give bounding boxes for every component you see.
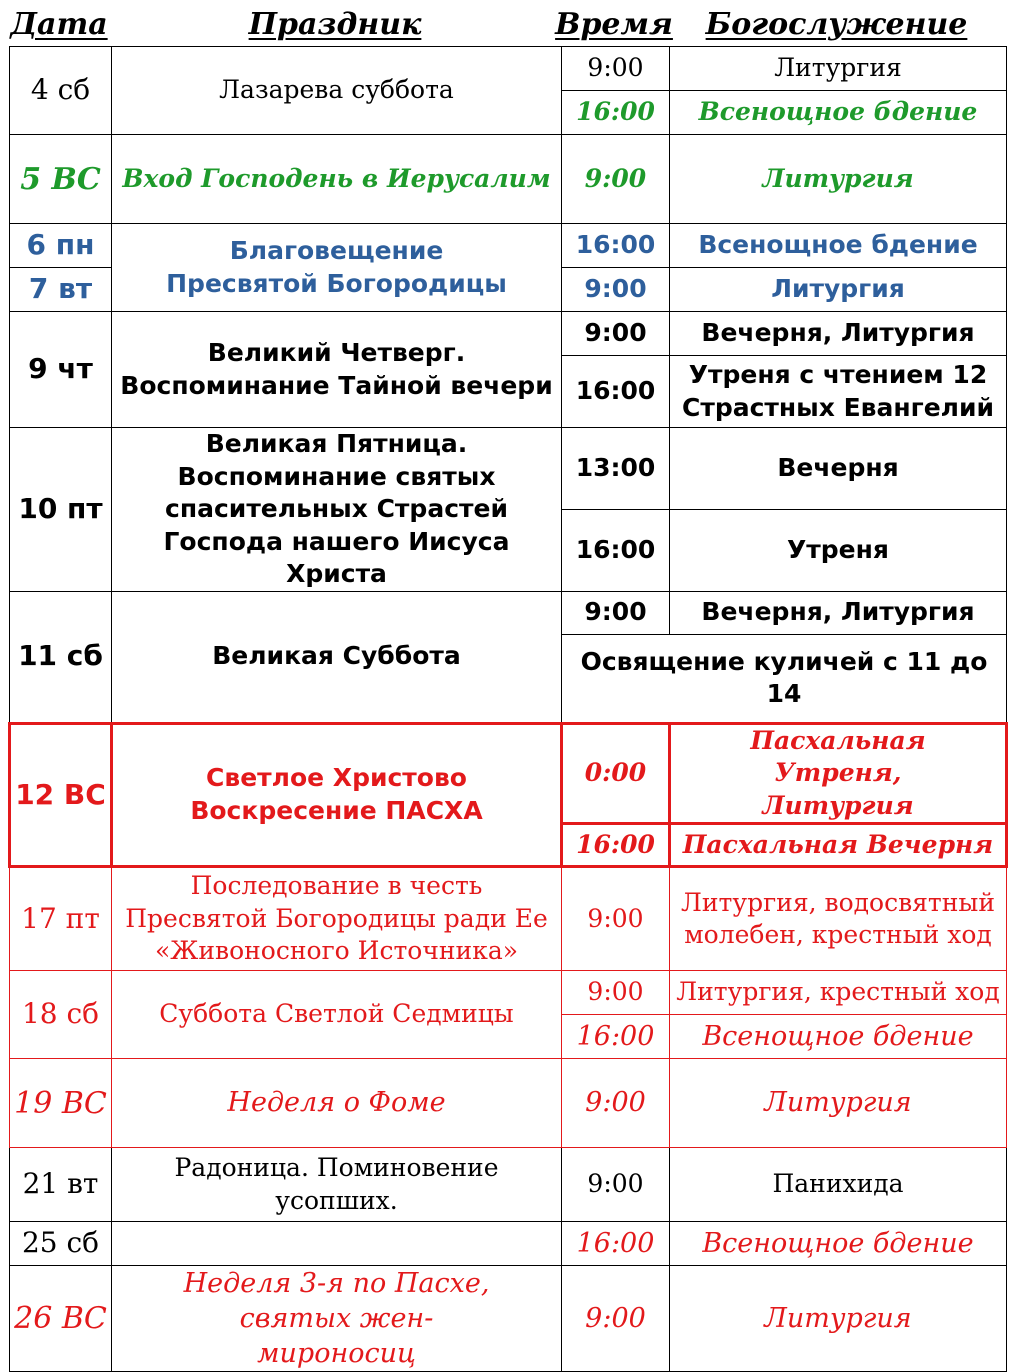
feast-cell: Благовещение Пресвятой Богородицы — [112, 224, 562, 312]
time-cell: 16:00 — [562, 510, 670, 591]
date-cell: 10 пт — [10, 428, 112, 592]
note-cell: Освящение куличей с 11 до 14 — [562, 634, 1007, 723]
date-cell: 25 сб — [10, 1222, 112, 1266]
table-row — [10, 867, 1007, 971]
table-row — [10, 47, 1007, 91]
table-row — [10, 312, 1007, 356]
feast-cell: Великая Суббота — [112, 591, 562, 723]
feast-cell: Неделя 3-я по Пасхе, святых жен-мироносиц — [112, 1266, 562, 1372]
time-cell: 9:00 — [562, 268, 670, 312]
header-date: Дата — [10, 6, 108, 42]
time-cell: 9:00 — [562, 867, 670, 971]
service-cell: Пасхальная Утреня, Литургия — [670, 723, 1007, 824]
service-cell: Утреня с чтением 12 Страстных Евангелий — [670, 356, 1007, 428]
time-cell: 13:00 — [562, 428, 670, 510]
table-row — [10, 224, 1007, 268]
table-row — [10, 723, 1007, 824]
feast-cell: Последование в честь Пресвятой Богородицы ради Ее «Живоносного Источника» — [112, 867, 562, 971]
feast-cell: Вход Господень в Иерусалим — [112, 135, 562, 224]
time-cell: 0:00 — [562, 723, 670, 824]
service-cell: Всенощное бдение — [670, 1222, 1007, 1266]
time-cell: 9:00 — [562, 47, 670, 91]
service-cell: Вечерня, Литургия — [670, 312, 1007, 356]
time-cell: 9:00 — [562, 1059, 670, 1148]
table-row — [10, 1059, 1007, 1148]
table-row — [10, 1266, 1007, 1372]
service-cell: Панихида — [670, 1148, 1007, 1222]
feast-cell: Суббота Светлой Седмицы — [112, 971, 562, 1059]
date-cell: 18 сб — [10, 971, 112, 1059]
feast-cell: Великий Четверг. Воспоминание Тайной вечери — [112, 312, 562, 428]
table-row — [10, 1222, 1007, 1266]
service-cell: Вечерня, Литургия — [670, 591, 1007, 634]
table-row — [10, 428, 1007, 510]
service-cell: Утреня — [670, 510, 1007, 591]
table-row — [10, 135, 1007, 224]
service-cell: Литургия — [670, 47, 1007, 91]
header-time: Время — [555, 6, 673, 42]
feast-cell: Лазарева суббота — [112, 47, 562, 135]
table-row — [10, 1148, 1007, 1222]
date-cell: 4 сб — [10, 47, 112, 135]
date-cell: 11 сб — [10, 591, 112, 723]
time-cell: 16:00 — [562, 1222, 670, 1266]
date-cell: 5 ВС — [10, 135, 112, 224]
time-cell: 9:00 — [562, 1148, 670, 1222]
date-cell: 19 ВС — [10, 1059, 112, 1148]
table-row — [10, 971, 1007, 1015]
service-cell: Литургия — [670, 268, 1007, 312]
time-cell: 16:00 — [562, 356, 670, 428]
service-cell: Всенощное бдение — [670, 224, 1007, 268]
feast-cell: Радоница. Поминовение усопших. — [112, 1148, 562, 1222]
time-cell: 16:00 — [562, 224, 670, 268]
service-cell: Всенощное бдение — [670, 1015, 1007, 1059]
date-cell: 9 чт — [10, 312, 112, 428]
date-cell: 21 вт — [10, 1148, 112, 1222]
time-cell: 16:00 — [562, 824, 670, 867]
time-cell: 9:00 — [562, 1266, 670, 1372]
service-cell: Литургия — [670, 135, 1007, 224]
service-cell: Литургия — [670, 1059, 1007, 1148]
service-cell: Литургия, крестный ход — [670, 971, 1007, 1015]
feast-cell: Неделя о Фоме — [112, 1059, 562, 1148]
feast-cell: Светлое Христово Воскресение ПАСХА — [112, 723, 562, 867]
time-cell: 9:00 — [562, 135, 670, 224]
time-cell: 9:00 — [562, 591, 670, 634]
date-cell: 12 ВС — [10, 723, 112, 867]
time-cell: 9:00 — [562, 312, 670, 356]
date-cell: 17 пт — [10, 867, 112, 971]
date-cell: 6 пн — [10, 224, 112, 268]
header-service: Богослужение — [705, 6, 968, 42]
service-cell: Пасхальная Вечерня — [670, 824, 1007, 867]
time-cell: 16:00 — [562, 91, 670, 135]
service-cell: Литургия — [670, 1266, 1007, 1372]
feast-cell — [112, 1222, 562, 1266]
date-cell: 7 вт — [10, 268, 112, 312]
time-cell: 9:00 — [562, 971, 670, 1015]
header-feast: Праздник — [248, 6, 422, 42]
service-cell: Вечерня — [670, 428, 1007, 510]
feast-cell: Великая Пятница. Воспоминание святых спасительных Страстей Господа нашего Иисуса Христа — [112, 428, 562, 592]
service-cell: Литургия, водосвятный молебен, крестный ход — [670, 867, 1007, 971]
date-cell: 26 ВС — [10, 1266, 112, 1372]
service-cell: Всенощное бдение — [670, 91, 1007, 135]
time-cell: 16:00 — [562, 1015, 670, 1059]
table-row — [10, 591, 1007, 634]
schedule-table — [8, 46, 1008, 1372]
